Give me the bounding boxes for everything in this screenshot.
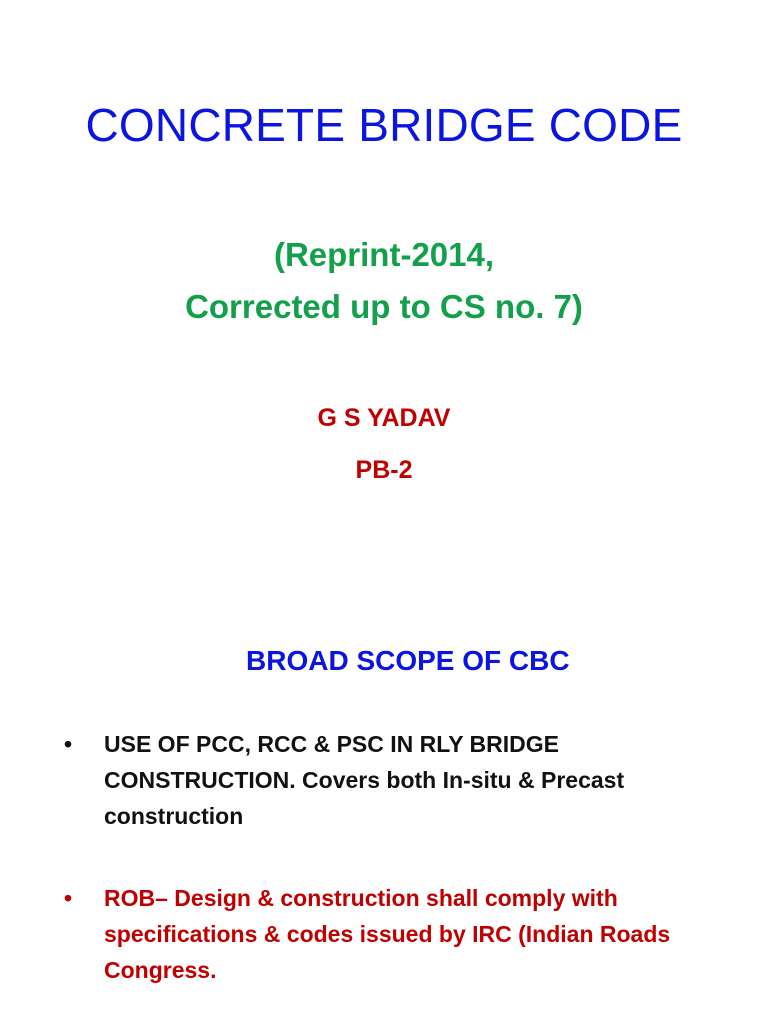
bullet-text-rob: ROB– Design & construction shall comply with specifications & codes issued by IRC (Indian Roads Congress. (104, 885, 671, 983)
bullet-item-rob (60, 880, 740, 988)
author-unit: PB-2 (355, 456, 413, 484)
slide-title: CONCRETE BRIDGE CODE (85, 99, 683, 151)
bullet-item-pcc-rcc-psc (60, 726, 740, 834)
bullet-list-rob (60, 880, 740, 988)
bullet-text-pcc-rcc-psc: USE OF PCC, RCC & PSC IN RLY BRIDGE CONSTRUCTION. Covers both In-situ & Precast construction (104, 731, 625, 829)
subtitle-correction: Corrected up to CS no. 7) (185, 288, 583, 325)
subtitle-reprint: (Reprint-2014, (273, 236, 495, 273)
bullet-dot-icon: • (64, 885, 73, 911)
bullet-dot-icon: • (64, 731, 73, 757)
author-name: G S YADAV (317, 404, 451, 432)
bullet-list-scope (60, 726, 740, 834)
section-heading: BROAD SCOPE OF CBC (246, 645, 570, 676)
